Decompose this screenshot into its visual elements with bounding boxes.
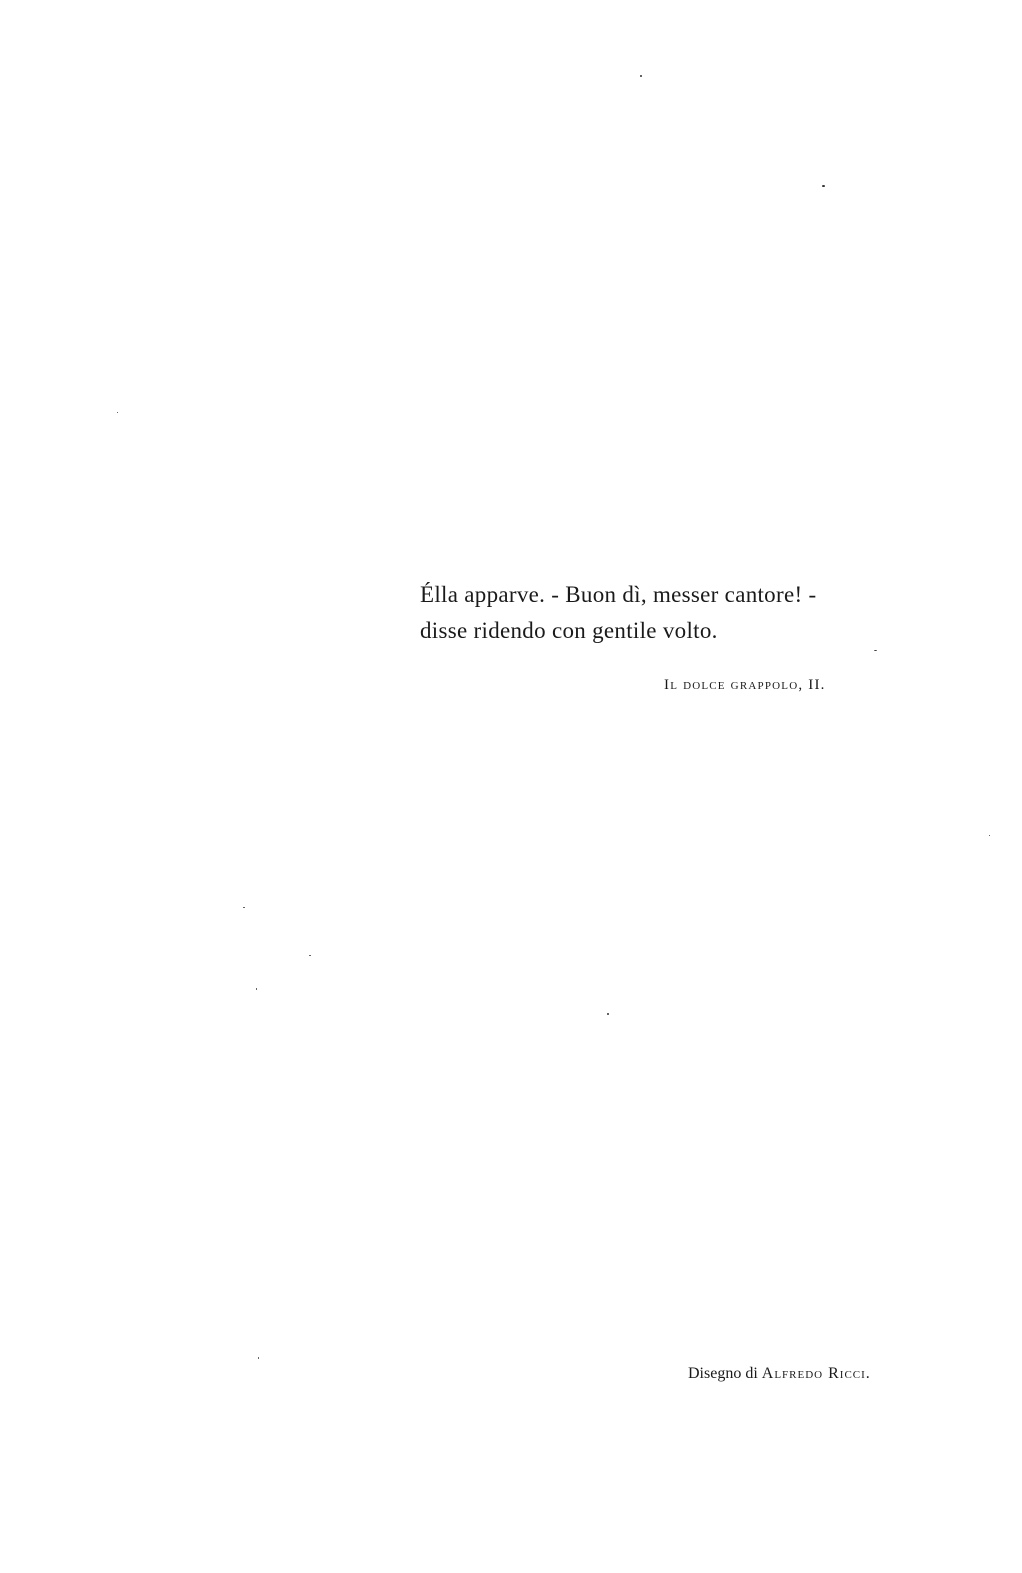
scan-speck — [989, 835, 990, 836]
illustration-credit — [688, 1365, 871, 1383]
credit-author: Alfredo Ricci. — [761, 1365, 871, 1382]
scan-speck — [256, 988, 257, 990]
scan-speck — [874, 650, 877, 651]
epigraph-line-2: disse ridendo con gentile volto. — [420, 618, 718, 643]
scan-speck — [117, 412, 118, 413]
scan-speck — [243, 907, 245, 908]
scan-speck — [822, 185, 825, 187]
scan-speck — [309, 955, 311, 956]
epigraph-source: Il dolce grappolo, II. — [664, 677, 826, 693]
epigraph — [420, 577, 890, 649]
scan-speck — [258, 1357, 259, 1359]
credit-prefix: Disegno di — [688, 1365, 758, 1382]
epigraph-line-1: Élla apparve. - Buon dì, messer cantore! - — [420, 582, 817, 607]
scan-speck — [607, 1013, 609, 1015]
scan-speck — [640, 75, 642, 77]
